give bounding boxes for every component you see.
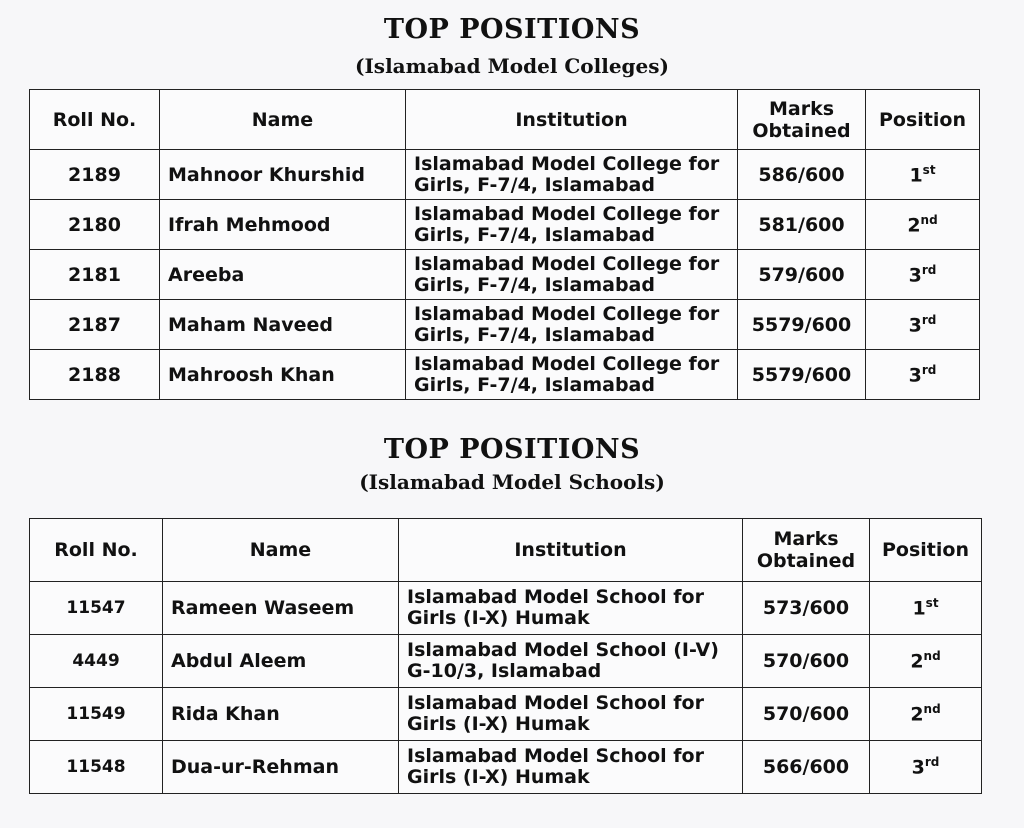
marks-cell: 570/600 [743, 688, 870, 741]
institution-line: Girls (I-X) Humak [407, 607, 590, 629]
header-name: Name [163, 519, 399, 582]
institution-line: Girls, F-7/4, Islamabad [414, 173, 655, 196]
position-number: 3 [908, 314, 922, 337]
position-cell [866, 250, 980, 300]
header-name: Name [160, 90, 406, 150]
schools-title: TOP POSITIONS [383, 434, 641, 465]
marks-cell: 579/600 [738, 250, 866, 300]
schools-results-table [29, 518, 982, 794]
position-number: 3 [911, 756, 925, 779]
institution-cell [406, 250, 738, 300]
position-suffix: nd [923, 649, 941, 664]
table-row [30, 688, 982, 741]
student-name-cell: Rameen Waseem [163, 582, 399, 635]
header-institution: Institution [399, 519, 743, 582]
institution-cell [399, 688, 743, 741]
header-institution: Institution [406, 90, 738, 150]
institution-cell [406, 150, 738, 200]
institution-cell [399, 741, 743, 794]
institution-line: Islamabad Model College for [414, 352, 720, 375]
position-number: 3 [908, 264, 922, 287]
institution-line: Girls, F-7/4, Islamabad [414, 273, 655, 296]
marks-cell: 566/600 [743, 741, 870, 794]
position-cell [870, 582, 982, 635]
roll-number-cell: 11547 [30, 582, 163, 635]
roll-number-cell: 4449 [30, 635, 163, 688]
institution-line: Islamabad Model College for [414, 302, 720, 325]
roll-number-cell: 2187 [30, 300, 160, 350]
roll-number-cell: 11549 [30, 688, 163, 741]
institution-line: Islamabad Model School (I-V) [407, 639, 719, 661]
position-cell [870, 688, 982, 741]
header-marks-obtained: Marks Obtained [743, 519, 870, 582]
position-cell [866, 350, 980, 400]
marks-cell: 581/600 [738, 200, 866, 250]
student-name-cell: Abdul Aleem [163, 635, 399, 688]
marks-cell: 5579/600 [738, 300, 866, 350]
table-row [30, 350, 980, 400]
colleges-subtitle: (Islamabad Model Colleges) [354, 54, 669, 78]
institution-line: Islamabad Model School for [407, 692, 704, 714]
institution-line: G-10/3, Islamabad [407, 660, 602, 682]
roll-number-cell: 2180 [30, 200, 160, 250]
institution-cell [406, 300, 738, 350]
colleges-results-table [29, 89, 980, 400]
table-row [30, 150, 980, 200]
position-suffix: rd [921, 262, 937, 277]
position-cell [866, 150, 980, 200]
marks-cell: 570/600 [743, 635, 870, 688]
institution-cell [406, 200, 738, 250]
institution-line: Girls, F-7/4, Islamabad [414, 323, 655, 346]
position-cell [870, 635, 982, 688]
institution-line: Girls (I-X) Humak [407, 713, 590, 735]
institution-line: Girls, F-7/4, Islamabad [414, 373, 655, 396]
institution-line: Girls, F-7/4, Islamabad [414, 223, 655, 246]
header-position: Position [870, 519, 982, 582]
marks-cell: 5579/600 [738, 350, 866, 400]
colleges-title: TOP POSITIONS [383, 14, 641, 45]
table-row [30, 200, 980, 250]
position-number: 2 [910, 650, 924, 673]
roll-number-cell: 11548 [30, 741, 163, 794]
schools-subtitle: (Islamabad Model Schools) [359, 470, 665, 494]
position-number: 2 [910, 703, 924, 726]
table-header-row [30, 90, 980, 150]
position-suffix: rd [921, 312, 937, 327]
position-suffix: rd [924, 755, 940, 770]
institution-line: Islamabad Model School for [407, 586, 704, 608]
student-name-cell: Dua-ur-Rehman [163, 741, 399, 794]
position-suffix: st [925, 596, 939, 611]
header-position: Position [866, 90, 980, 150]
position-number: 3 [908, 364, 922, 387]
institution-line: Islamabad Model College for [414, 152, 720, 175]
table-header-row [30, 519, 982, 582]
institution-line: Islamabad Model College for [414, 252, 720, 275]
position-suffix: nd [920, 212, 938, 227]
student-name-cell: Maham Naveed [160, 300, 406, 350]
table-row [30, 300, 980, 350]
position-suffix: nd [923, 702, 941, 717]
table-row [30, 741, 982, 794]
institution-line: Islamabad Model College for [414, 202, 720, 225]
position-suffix: st [922, 162, 936, 177]
position-suffix: rd [921, 362, 937, 377]
roll-number-cell: 2188 [30, 350, 160, 400]
marks-cell: 586/600 [738, 150, 866, 200]
table-row [30, 582, 982, 635]
student-name-cell: Mahroosh Khan [160, 350, 406, 400]
student-name-cell: Areeba [160, 250, 406, 300]
marks-cell: 573/600 [743, 582, 870, 635]
institution-cell [399, 582, 743, 635]
header-roll-no: Roll No. [30, 519, 163, 582]
position-cell [866, 300, 980, 350]
table-row [30, 250, 980, 300]
roll-number-cell: 2181 [30, 250, 160, 300]
position-cell [870, 741, 982, 794]
institution-line: Islamabad Model School for [407, 745, 704, 767]
table-row [30, 635, 982, 688]
header-roll-no: Roll No. [30, 90, 160, 150]
institution-cell [399, 635, 743, 688]
position-cell [866, 200, 980, 250]
header-marks-obtained: Marks Obtained [738, 90, 866, 150]
roll-number-cell: 2189 [30, 150, 160, 200]
institution-line: Girls (I-X) Humak [407, 766, 590, 788]
student-name-cell: Ifrah Mehmood [160, 200, 406, 250]
student-name-cell: Mahnoor Khurshid [160, 150, 406, 200]
student-name-cell: Rida Khan [163, 688, 399, 741]
position-number: 1 [912, 597, 926, 620]
position-number: 1 [909, 164, 923, 187]
institution-cell [406, 350, 738, 400]
position-number: 2 [907, 214, 921, 237]
